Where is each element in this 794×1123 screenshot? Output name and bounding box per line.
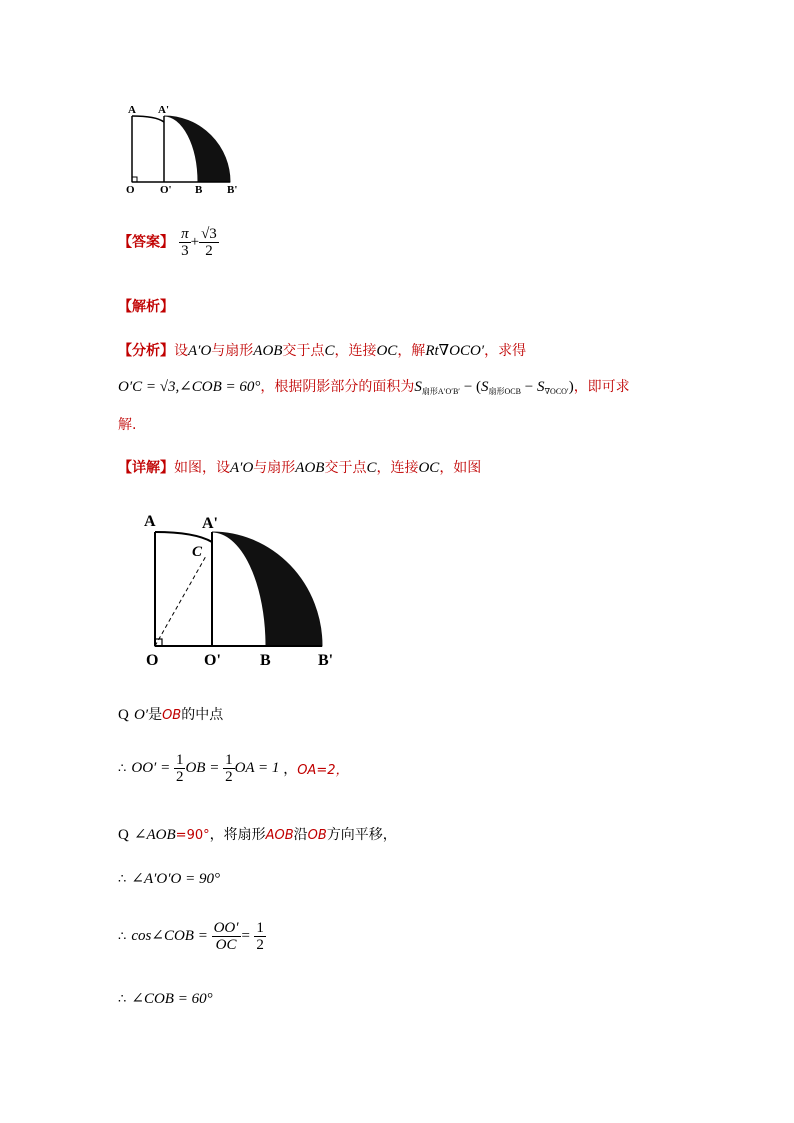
answer-pi: π — [181, 226, 189, 242]
step-5 — [118, 920, 266, 953]
step-2-right: OA = 1 — [234, 759, 280, 776]
figure-2-diagram — [140, 508, 350, 673]
step-2-OA: OA=2， — [297, 763, 349, 778]
step-3-text-a: ，将扇形 — [209, 827, 266, 843]
xiangjie-text-d: ，连接 — [376, 460, 419, 476]
analysis-tag: 【解析】 — [118, 299, 174, 315]
fenxi-AOB: AOB — [253, 343, 283, 359]
fenxi-line-2 — [118, 376, 630, 397]
answer-sqrt-three: √3 — [201, 226, 217, 242]
fenxi-text-a: 设 — [174, 343, 188, 359]
step-2-half2-den: 2 — [225, 769, 233, 785]
step-2-half2-num: 1 — [225, 752, 233, 768]
step-1-q: Q — [118, 707, 129, 723]
step-5-fden: 2 — [256, 937, 264, 953]
step-5-den: OC — [215, 937, 237, 953]
step-2-therefore: ∴ — [118, 760, 127, 776]
figure-2-label-O-prime: O' — [204, 652, 221, 669]
xiangjie-AO: A′O — [230, 460, 254, 476]
figure-1-label-O: O — [126, 184, 135, 195]
fenxi-line2-text-a: ，根据阴影部分的面积为 — [260, 379, 415, 395]
figure-1-label-O-prime: O' — [160, 184, 172, 195]
step-6 — [118, 988, 213, 1008]
fenxi-close: ) — [568, 379, 574, 395]
step-3-OB: OB — [307, 828, 327, 843]
xiangjie-text-a: 如图，设 — [174, 460, 230, 476]
figure-1-label-A: A — [128, 104, 136, 116]
fenxi-minus-2: − — [520, 379, 537, 395]
fenxi-text-f: ，求得 — [484, 343, 527, 359]
xiangjie-line — [118, 457, 481, 477]
step-3-val: =90° — [175, 828, 210, 843]
figure-2-arc-AC — [155, 532, 212, 542]
step-2-half1-num: 1 — [175, 752, 184, 768]
figure-2-label-A-prime: A' — [202, 515, 218, 532]
fenxi-S3-symbol: S — [536, 379, 545, 395]
fenxi-S3-sub: ∇OCO′ — [544, 387, 569, 396]
fenxi-S2-symbol: S — [481, 379, 489, 395]
fenxi-line-3: 解. — [118, 417, 137, 433]
fenxi-S1-symbol: S — [414, 379, 422, 395]
step-2-comma: ， — [283, 761, 298, 778]
fenxi-OC: OC — [376, 343, 398, 359]
step-2-math — [131, 752, 283, 785]
step-4-math: ∠A′O′O = 90° — [131, 871, 220, 887]
fenxi-text-e: ，解 — [397, 343, 426, 359]
fenxi-text-c: 交于点 — [282, 343, 325, 359]
step-1 — [118, 704, 223, 724]
fenxi-text-b: 与扇形 — [211, 343, 254, 359]
figure-1-shaded-region — [164, 116, 230, 182]
fenxi-AO: A′O — [188, 343, 212, 359]
fenxi-text-d: ，连接 — [334, 343, 377, 359]
figure-2-dashed-OC — [155, 556, 206, 646]
figure-1-arc-AB — [132, 116, 164, 122]
xiangjie-text-b: 与扇形 — [253, 460, 296, 476]
step-4 — [118, 868, 220, 888]
fenxi-S2-sub: 扇形OCB — [488, 387, 521, 396]
xiangjie-text-c: 交于点 — [324, 460, 367, 476]
fenxi-S1-sub: 扇形A′O′B′ — [421, 387, 461, 396]
figure-2-shaded-region — [212, 532, 322, 646]
fenxi-minus: − ( — [460, 379, 482, 395]
answer-tag: 【答案】 — [118, 234, 174, 251]
answer-math — [179, 226, 219, 259]
step-3 — [118, 824, 397, 844]
xiangjie-tag: 【详解】 — [118, 460, 174, 476]
answer-two: 2 — [205, 243, 213, 259]
xiangjie-OC: OC — [418, 460, 440, 476]
fenxi-line2-math: O′C = √3,∠COB = 60° — [118, 379, 261, 395]
step-5-num: OO′ — [213, 920, 239, 936]
xiangjie-C: C — [366, 460, 377, 476]
fenxi-line2-text-b: ，即可求 — [573, 379, 630, 395]
figure-1-label-B-prime: B' — [227, 184, 238, 195]
figure-1-label-B: B — [195, 184, 203, 195]
step-3-text-c: 方向平移， — [326, 827, 397, 843]
step-1-OB: OB — [162, 708, 182, 723]
step-5-math — [131, 920, 266, 953]
step-2-left: OO′ = — [131, 759, 171, 776]
step-6-math: ∠COB = 60° — [131, 991, 213, 1007]
answer-plus: + — [190, 234, 200, 250]
fenxi-tag: 【分析】 — [118, 343, 174, 359]
answer-three: 3 — [181, 243, 189, 259]
step-2-half1-den: 2 — [175, 769, 184, 785]
fenxi-rt: Rt∇OCO′ — [425, 343, 485, 359]
step-5-fnum: 1 — [256, 920, 264, 936]
step-5-eq: = — [240, 927, 251, 944]
figure-2-label-B-prime: B' — [318, 652, 334, 669]
figure-1-diagram — [118, 100, 248, 195]
xiangjie-AOB: AOB — [295, 460, 325, 476]
fenxi-C: C — [324, 343, 335, 359]
answer-line — [118, 226, 219, 259]
fenxi-line-1 — [118, 340, 526, 360]
figure-2-label-O: O — [146, 652, 159, 669]
step-2 — [118, 752, 348, 785]
step-3-text-b: 沿 — [293, 827, 308, 843]
step-1-text-b: 的中点 — [181, 707, 224, 723]
step-2-mid: OB = — [185, 759, 220, 776]
step-3-AOB: AOB — [265, 828, 294, 843]
figure-2-label-B: B — [260, 652, 271, 669]
fenxi-S1 — [414, 379, 573, 395]
step-1-math: O′ — [133, 707, 149, 723]
step-4-therefore: ∴ — [118, 871, 127, 886]
figure-2-label-A: A — [144, 513, 156, 530]
step-5-left: cos∠COB = — [131, 927, 208, 944]
step-1-text-a: 是 — [148, 707, 163, 723]
figure-2-shapes — [155, 532, 322, 646]
step-3-angle: ∠AOB — [133, 827, 176, 843]
step-5-therefore: ∴ — [118, 928, 127, 944]
figure-1-shapes — [132, 116, 230, 182]
xiangjie-text-e: ，如图 — [439, 460, 482, 476]
figure-2-label-C: C — [192, 544, 203, 560]
step-6-therefore: ∴ — [118, 991, 127, 1006]
figure-1-label-A-prime: A' — [158, 104, 169, 116]
step-3-q: Q — [118, 827, 129, 843]
